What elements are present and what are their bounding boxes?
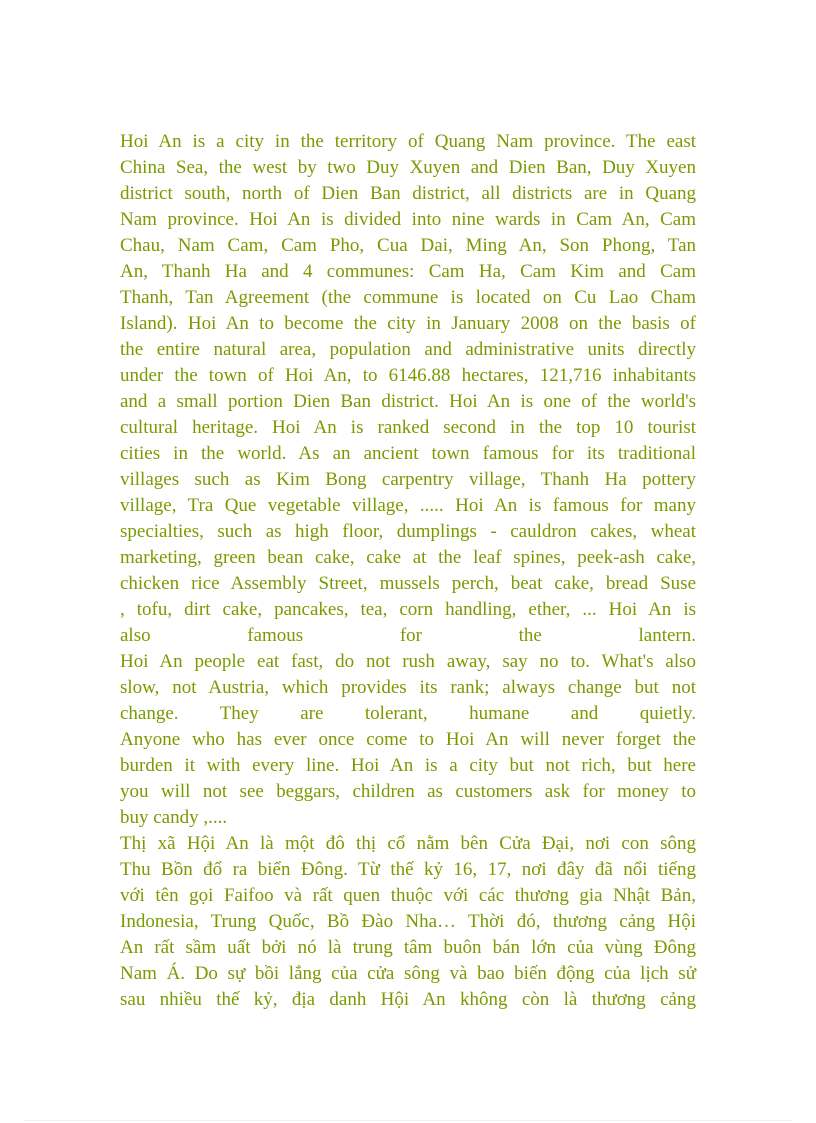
- text-line: Nam province. Hoi An is divided into nine wards in Cam An, Cam: [120, 209, 696, 230]
- text-line: under the town of Hoi An, to 6146.88 hectares, 121,716 inhabitants: [120, 365, 696, 386]
- text-line: burden it with every line. Hoi An is a city but not rich, but here: [120, 755, 696, 776]
- text-line: Hoi An is a city in the territory of Quang Nam province. The east: [120, 131, 696, 152]
- text-line: Thanh, Tan Agreement (the commune is located on Cu Lao Cham: [120, 287, 696, 308]
- text-line: slow, not Austria, which provides its rank; always change but not: [120, 677, 696, 698]
- text-line: buy candy ,....: [120, 807, 228, 828]
- text-line: village, Tra Que vegetable village, ..... Hoi An is famous for many: [120, 495, 696, 516]
- text-line: cultural heritage. Hoi An is ranked second in the top 10 tourist: [120, 417, 696, 438]
- text-line: chicken rice Assembly Street, mussels perch, beat cake, bread Suse: [120, 573, 696, 594]
- text-line: specialties, such as high floor, dumplings - cauldron cakes, wheat: [120, 521, 696, 542]
- text-line: villages such as Kim Bong carpentry village, Thanh Ha pottery: [120, 469, 696, 490]
- text-line: Thị xã Hội An là một đô thị cổ nằm bên Cửa Đại, nơi con sông: [120, 833, 696, 854]
- text-line: Indonesia, Trung Quốc, Bồ Đào Nha… Thời đó, thương cảng Hội: [120, 911, 696, 932]
- page-footer-divider: [25, 1120, 791, 1121]
- text-line: Chau, Nam Cam, Cam Pho, Cua Dai, Ming An, Son Phong, Tan: [120, 235, 696, 256]
- text-line: China Sea, the west by two Duy Xuyen and Dien Ban, Duy Xuyen: [120, 157, 696, 178]
- text-line: Island). Hoi An to become the city in January 2008 on the basis of: [120, 313, 696, 334]
- text-line: Hoi An people eat fast, do not rush away, say no to. What's also: [120, 651, 696, 672]
- text-line: sau nhiều thế kỷ, địa danh Hội An không còn là thương cảng: [120, 989, 696, 1010]
- text-line: district south, north of Dien Ban district, all districts are in Quang: [120, 183, 696, 204]
- text-line: Anyone who has ever once come to Hoi An will never forget the: [120, 729, 696, 750]
- text-line: An, Thanh Ha and 4 communes: Cam Ha, Cam Kim and Cam: [120, 261, 696, 282]
- text-line: marketing, green bean cake, cake at the leaf spines, peek-ash cake,: [120, 547, 696, 568]
- text-line: An rất sầm uất bởi nó là trung tâm buôn bán lớn của vùng Đông: [120, 937, 696, 958]
- text-line: Thu Bồn đổ ra biển Đông. Từ thế kỷ 16, 17, nơi đây đã nổi tiếng: [120, 859, 696, 880]
- text-line: and a small portion Dien Ban district. Hoi An is one of the world's: [120, 391, 696, 412]
- text-line: change. They are tolerant, humane and quietly.: [120, 703, 696, 724]
- text-line: với tên gọi Faifoo và rất quen thuộc với các thương gia Nhật Bản,: [120, 885, 696, 906]
- body-text: [120, 129, 696, 1013]
- text-line: cities in the world. As an ancient town famous for its traditional: [120, 443, 696, 464]
- text-line: Nam Á. Do sự bồi lắng của cửa sông và bao biến động của lịch sử: [120, 963, 696, 984]
- text-line: the entire natural area, population and administrative units directly: [120, 339, 696, 360]
- text-line: also famous for the lantern.: [120, 625, 696, 646]
- text-line: you will not see beggars, children as customers ask for money to: [120, 781, 696, 802]
- text-line: , tofu, dirt cake, pancakes, tea, corn handling, ether, ... Hoi An is: [120, 599, 696, 620]
